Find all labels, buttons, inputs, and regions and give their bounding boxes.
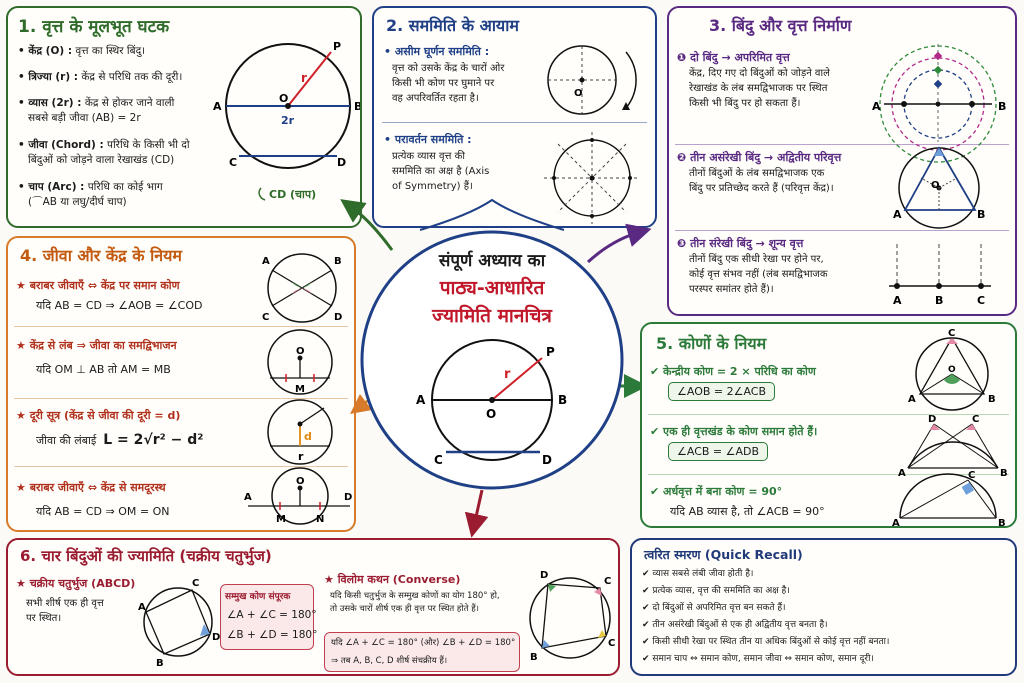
recall-item: ✔ समान चाप ⇔ समान कोण, समान जीवा ⇔ समान कोण, समान दूरी। [642, 654, 874, 664]
rule-equal-chords-angles: ★ बराबर जीवाएँ ⇔ केंद्र पर समान कोण [16, 279, 180, 292]
svg-text:B: B [998, 100, 1007, 113]
svg-text:N: N [316, 514, 325, 525]
svg-text:A: A [262, 256, 270, 267]
panel-cyclic-quad [6, 538, 620, 676]
rotation-title: • असीम घूर्णन सममिति : [384, 45, 490, 58]
panel-angle-rules [640, 322, 1017, 528]
svg-text:M: M [295, 384, 305, 395]
svg-text:D: D [540, 570, 549, 581]
svg-text:B: B [977, 208, 986, 221]
recall-item: ✔ प्रत्येक व्यास, वृत्त की सममिति का अक्ष है। [642, 586, 790, 596]
panel-4-title: 4. जीवा और केंद्र के नियम [20, 246, 182, 265]
supplementary-line-1: ∠A + ∠C = 180° [227, 609, 317, 621]
same-segment-rule: ✔ एक ही वृत्तखंड के कोण समान होते हैं। [650, 425, 818, 438]
svg-text:D: D [334, 312, 343, 323]
panel-3-title: 3. बिंदु और वृत्त निर्माण [709, 16, 852, 35]
center-hub [362, 236, 622, 356]
label-o: O [279, 92, 289, 105]
svg-text:D: D [212, 632, 221, 643]
converse-text: यदि किसी चतुर्भुज के सम्मुख कोणों का योग 180° हो, तो उसके चारों शीर्ष एक ही वृत्त पर स्थित होते हैं। [330, 591, 500, 614]
three-noncollinear-text: तीनों बिंदुओं के लंब समद्विभाजक एक बिंदु पर प्रतिच्छेद करते हैं (परिवृत्त केंद्र)। [689, 168, 834, 194]
three-collinear-title: ❸ तीन संरेखी बिंदु → शून्य वृत्त [677, 237, 804, 250]
converse-title: ★ विलोम कथन (Converse) [324, 573, 461, 586]
rule-perpendicular: ★ केंद्र से लंब ⇒ जीवा का समद्विभाजन [16, 339, 177, 352]
supplementary-title: सम्मुख कोण संपूरक [225, 592, 291, 602]
central-angle-box: ∠AOB = 2∠ACB [668, 382, 775, 401]
condition-line-1: यदि ∠A + ∠C = 180° (और) ∠B + ∠D = 180° [331, 638, 516, 648]
label-2r: 2r [281, 114, 295, 127]
rule-3-formula: जीवा की लंबाई L = 2√r² − d² [36, 432, 204, 448]
svg-text:D: D [928, 414, 937, 425]
panel-1-title: 1. वृत्त के मूलभूत घटक [18, 17, 170, 37]
label-d: D [337, 156, 347, 169]
svg-text:B: B [935, 294, 944, 307]
svg-text:A: A [898, 468, 906, 479]
three-noncollinear-title: ❷ तीन असंरेखी बिंदु → अद्वितीय परिवृत्त [677, 151, 842, 164]
rotation-text: वृत्त को उसके केंद्र के चारों ओर किसी भी कोण पर घुमाने पर वह अपरिवर्तित रहता है। [392, 63, 505, 104]
svg-text:B: B [1000, 468, 1008, 479]
svg-text:C: C [434, 453, 443, 467]
label-r: r [301, 71, 307, 85]
rule-equidistant: ★ बराबर जीवाएँ ⇔ केंद्र से समदूरस्थ [16, 481, 166, 494]
item-diameter: • व्यास (2r) : केंद्र से होकर जाने वाली सबसे बड़ी जीवा (AB) = 2r [18, 97, 175, 124]
converse-condition-box [324, 632, 520, 672]
svg-text:r: r [298, 450, 304, 463]
label-b: B [354, 100, 363, 113]
svg-text:B: B [156, 658, 164, 669]
item-arc: • चाप (Arc) : परिधि का कोई भाग (⌒AB या लघु/दीर्घ चाप) [18, 181, 163, 208]
recall-item: ✔ किसी सीधी रेखा पर स्थित तीन या अधिक बिंदुओं से कोई वृत्त नहीं बनता। [642, 637, 890, 647]
svg-text:O: O [574, 88, 583, 99]
reflection-text: प्रत्येक व्यास वृत्त की सममिति का अक्ष है (Axis of Symmetry) हैं। [392, 151, 490, 192]
recall-item: ✔ दो बिंदुओं से अपरिमित वृत्त बन सकते हैं। [642, 603, 786, 613]
cyclic-quad-title: ★ चक्रीय चतुर्भुज (ABCD) [16, 577, 136, 590]
svg-text:A: A [416, 393, 426, 407]
rule-distance: ★ दूरी सूत्र (केंद्र से जीवा की दूरी = d) [16, 409, 181, 422]
item-radius: • त्रिज्या (r) : केंद्र से परिधि तक की दूरी। [18, 71, 183, 83]
svg-text:C: C [192, 578, 200, 589]
semicircle-rule: ✔ अर्धवृत्त में बना कोण = 90° [650, 485, 783, 498]
svg-text:B: B [334, 256, 342, 267]
same-segment-box: ∠ACB = ∠ADB [668, 442, 768, 461]
converse-diagram [524, 562, 616, 674]
rule-1-formula: यदि AB = CD ⇒ ∠AOB = ∠COD [36, 299, 203, 312]
rule-2-formula: यदि OM ⊥ AB तो AM = MB [36, 363, 171, 376]
rule-4-formula: यदि AB = CD ⇒ OM = ON [36, 505, 170, 518]
semicircle-formula: यदि AB व्यास है, तो ∠ACB = 90° [670, 505, 825, 518]
panel-2-title: 2. सममिति के आयाम [386, 16, 519, 35]
recall-item: ✔ व्यास सबसे लंबी जीवा होती है। [642, 569, 754, 579]
svg-text:O: O [486, 407, 497, 421]
panel-6-title: 6. चार बिंदुओं की ज्यामिति (चक्रीय चतुर्भुज) [20, 547, 272, 565]
label-p: P [333, 40, 342, 53]
recall-item: ✔ तीन असंरेखी बिंदुओं से एक ही अद्वितीय वृत्त बनता है। [642, 620, 828, 630]
supplementary-line-2: ∠B + ∠D = 180° [227, 629, 318, 641]
svg-text:d: d [304, 430, 312, 443]
svg-text:B: B [988, 394, 996, 405]
svg-text:C: C [968, 470, 976, 481]
center-circle-diagram [400, 340, 590, 470]
arc-label: CD (चाप) [269, 188, 317, 201]
svg-text:M: M [276, 514, 286, 525]
svg-text:B: B [998, 518, 1006, 529]
svg-text:A: A [892, 518, 900, 529]
panel-quick-recall [630, 538, 1017, 676]
svg-text:P: P [546, 345, 555, 359]
three-collinear-text: तीनों बिंदु एक सीधी रेखा पर होने पर, कोई वृत्त संभव नहीं (लंब समद्विभाजक परस्पर समांतर होते हैं)। [689, 254, 828, 295]
central-angle-rule: ✔ केन्द्रीय कोण = 2 × परिधि का कोण [650, 365, 816, 378]
center-line-3: ज्यामिति मानचित्र [432, 305, 552, 327]
svg-text:C: C [948, 328, 956, 339]
central-angle-diagram [904, 330, 1004, 414]
svg-text:C: C [977, 294, 986, 307]
two-points-text: केंद्र, दिए गए दो बिंदुओं को जोड़ने वाले रेखाखंड के लंब समद्विभाजक पर स्थित किसी भी बिंदु पर हो सकता हैं। [689, 68, 830, 109]
svg-text:O: O [948, 365, 956, 375]
svg-text:A: A [908, 394, 916, 405]
label-c: C [229, 156, 238, 169]
panel-5-title: 5. कोणों के नियम [656, 334, 767, 353]
svg-text:C: C [604, 576, 612, 587]
reflection-title: • परावर्तन सममिति : [384, 133, 472, 146]
supplementary-box [220, 584, 318, 650]
svg-text:A: A [872, 100, 881, 113]
svg-text:A: A [893, 294, 902, 307]
center-line-1: संपूर्ण अध्याय का [438, 251, 546, 271]
cyclic-quad-diagram [138, 574, 221, 670]
svg-text:B: B [530, 652, 538, 663]
svg-text:D: D [542, 453, 552, 467]
svg-text:D: D [344, 492, 353, 503]
svg-text:C: C [608, 638, 616, 649]
recall-list [642, 566, 889, 668]
condition-line-2: ⇒ तब A, B, C, D शीर्ष संचक्रीय हैं। [331, 656, 448, 666]
center-line-2: पाठ्य-आधारित [439, 277, 545, 299]
svg-text:r: r [504, 367, 511, 382]
item-center: • केंद्र (O) : वृत्त का स्थिर बिंदु। [18, 45, 146, 57]
svg-text:C: C [972, 414, 980, 425]
same-segment-diagram [898, 414, 1008, 479]
svg-text:A: A [893, 208, 902, 221]
semicircle-diagram [892, 470, 1008, 529]
svg-text:O: O [296, 476, 305, 487]
cyclic-quad-text: सभी शीर्ष एक ही वृत्त पर स्थित। [26, 598, 104, 624]
svg-text:O: O [931, 180, 940, 191]
svg-text:A: A [138, 602, 146, 613]
panel-7-title: त्वरित स्मरण (Quick Recall) [644, 547, 803, 562]
svg-text:B: B [558, 393, 568, 407]
svg-text:O: O [296, 346, 305, 357]
svg-text:A: A [244, 492, 252, 503]
item-chord: • जीवा (Chord) : परिधि के किसी भी दो बिंदुओं को जोड़ने वाला रेखाखंड (CD) [18, 139, 190, 166]
label-a: A [213, 100, 222, 113]
two-points-title: ❶ दो बिंदु → अपरिमित वृत्त [677, 51, 790, 64]
svg-text:C: C [262, 312, 270, 323]
